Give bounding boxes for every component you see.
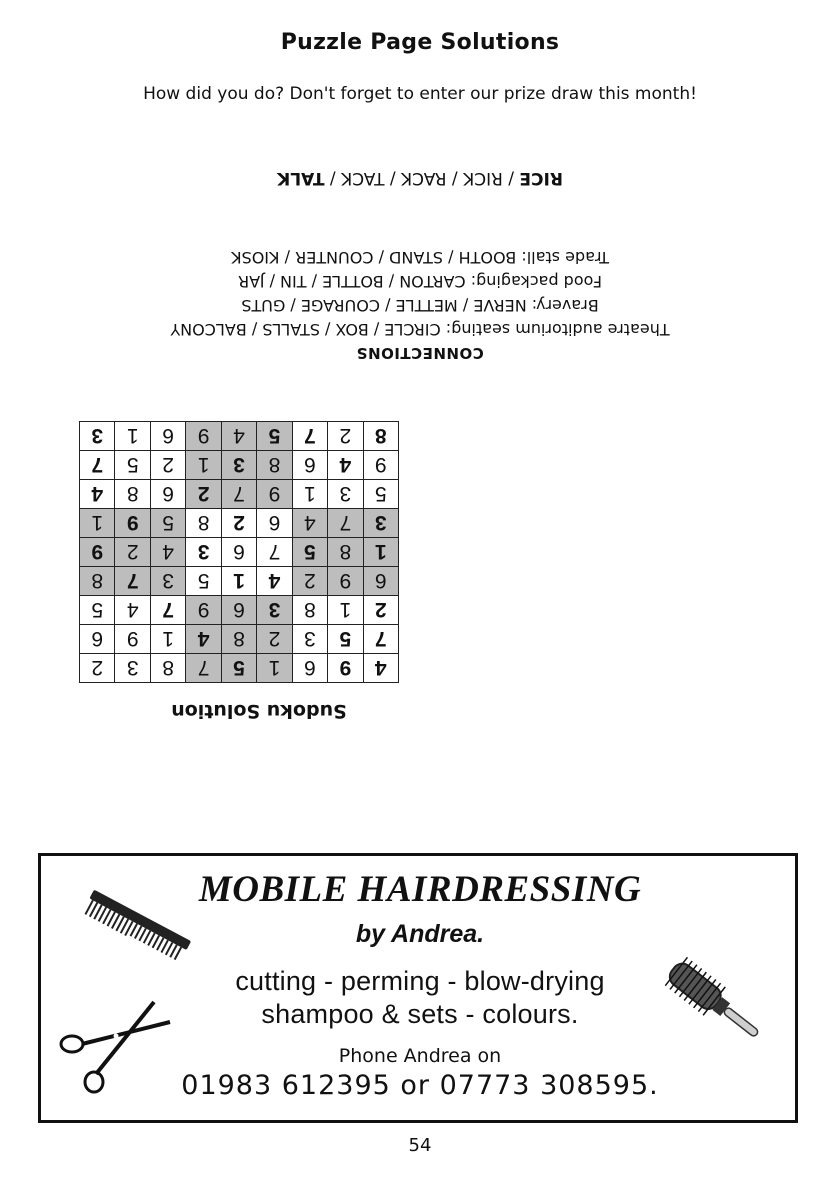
advert-title: MOBILE HAIRDRESSING xyxy=(198,869,642,910)
sudoku-cell: 6 xyxy=(150,480,185,509)
sudoku-cell: 6 xyxy=(80,625,116,654)
sudoku-row xyxy=(80,654,399,683)
sudoku-cell: 1 xyxy=(150,625,185,654)
sudoku-cell: 8 xyxy=(186,509,221,538)
sudoku-cell: 2 xyxy=(363,596,398,625)
sudoku-cell: 3 xyxy=(328,480,363,509)
advert-phone-label: Phone Andrea on xyxy=(338,1045,502,1067)
sudoku-cell: 3 xyxy=(292,625,327,654)
sudoku-cell: 7 xyxy=(80,451,116,480)
sudoku-cell: 5 xyxy=(115,451,150,480)
sudoku-cell: 5 xyxy=(186,567,221,596)
sudoku-cell: 3 xyxy=(363,509,398,538)
sudoku-cell: 4 xyxy=(221,422,256,451)
sudoku-cell: 7 xyxy=(115,567,150,596)
sudoku-cell: 9 xyxy=(186,422,221,451)
connections-solution xyxy=(100,240,740,365)
sudoku-cell: 4 xyxy=(186,625,221,654)
sudoku-cell: 5 xyxy=(328,625,363,654)
sudoku-cell: 9 xyxy=(328,567,363,596)
ladder-end-word: TALK xyxy=(277,168,325,188)
sudoku-cell: 7 xyxy=(257,538,292,567)
sudoku-cell: 6 xyxy=(292,451,327,480)
sudoku-row xyxy=(80,509,399,538)
sudoku-cell: 4 xyxy=(328,451,363,480)
sudoku-cell: 7 xyxy=(328,509,363,538)
sudoku-cell: 8 xyxy=(328,538,363,567)
advert-services-line-2: shampoo & sets - colours. xyxy=(261,999,579,1029)
sudoku-cell: 8 xyxy=(150,654,185,683)
sudoku-cell: 9 xyxy=(363,451,398,480)
sudoku-cell: 6 xyxy=(257,509,292,538)
sudoku-cell: 8 xyxy=(292,596,327,625)
sudoku-cell: 5 xyxy=(80,596,116,625)
ladder-start-word: RICE xyxy=(519,168,563,188)
page-number: 54 xyxy=(408,1135,432,1156)
sudoku-cell: 3 xyxy=(221,451,256,480)
ladder-step-3: TACK xyxy=(341,168,385,188)
sudoku-table xyxy=(79,421,399,683)
sudoku-cell: 8 xyxy=(221,625,256,654)
sudoku-cell: 7 xyxy=(186,654,221,683)
sudoku-cell: 9 xyxy=(328,654,363,683)
connections-item: Trade stall: BOOTH / STAND / COUNTER / KIOSK xyxy=(231,248,609,267)
sudoku-cell: 1 xyxy=(221,567,256,596)
sudoku-grid xyxy=(79,421,399,683)
sudoku-cell: 9 xyxy=(186,596,221,625)
sudoku-cell: 8 xyxy=(115,480,150,509)
page-subtitle: How did you do? Don't forget to enter our prize draw this month! xyxy=(143,84,697,104)
sudoku-cell: 3 xyxy=(115,654,150,683)
sudoku-cell: 5 xyxy=(150,509,185,538)
word-ladder-solution: RICE / RICK / RACK / TACK / TALK xyxy=(277,168,563,188)
sudoku-row xyxy=(80,596,399,625)
sudoku-cell: 2 xyxy=(150,451,185,480)
sudoku-cell: 9 xyxy=(257,480,292,509)
sudoku-cell: 7 xyxy=(363,625,398,654)
sudoku-cell: 1 xyxy=(363,538,398,567)
sudoku-cell: 8 xyxy=(80,567,116,596)
sudoku-cell: 9 xyxy=(115,509,150,538)
sudoku-cell: 2 xyxy=(186,480,221,509)
sudoku-cell: 4 xyxy=(150,538,185,567)
sudoku-cell: 1 xyxy=(115,422,150,451)
sudoku-row xyxy=(80,625,399,654)
sudoku-cell: 1 xyxy=(80,509,116,538)
sudoku-cell: 3 xyxy=(186,538,221,567)
sudoku-cell: 5 xyxy=(292,538,327,567)
advert-byline: by Andrea. xyxy=(355,920,485,948)
sudoku-cell: 5 xyxy=(363,480,398,509)
sudoku-row xyxy=(80,480,399,509)
sudoku-cell: 1 xyxy=(186,451,221,480)
sudoku-cell: 2 xyxy=(80,654,116,683)
sudoku-cell: 3 xyxy=(257,596,292,625)
sudoku-cell: 5 xyxy=(221,654,256,683)
advert-phone-numbers: 01983 612395 or 07773 308595. xyxy=(181,1070,659,1101)
sudoku-cell: 7 xyxy=(292,422,327,451)
sudoku-cell: 3 xyxy=(150,567,185,596)
sudoku-cell: 1 xyxy=(328,596,363,625)
sudoku-cell: 6 xyxy=(150,422,185,451)
sudoku-cell: 6 xyxy=(363,567,398,596)
sudoku-cell: 2 xyxy=(115,538,150,567)
sudoku-cell: 9 xyxy=(115,625,150,654)
sudoku-row xyxy=(80,538,399,567)
sudoku-cell: 9 xyxy=(80,538,116,567)
sudoku-cell: 6 xyxy=(221,538,256,567)
connections-item: Food packaging: CARTON / BOTTLE / TIN / JAR xyxy=(238,272,603,291)
sudoku-cell: 3 xyxy=(80,422,116,451)
sudoku-cell: 2 xyxy=(292,567,327,596)
sudoku-cell: 5 xyxy=(257,422,292,451)
sudoku-cell: 2 xyxy=(257,625,292,654)
sudoku-cell: 6 xyxy=(292,654,327,683)
advert-services-line-1: cutting - perming - blow-drying xyxy=(235,966,605,996)
connections-heading: CONNECTIONS xyxy=(356,344,484,362)
sudoku-row xyxy=(80,422,399,451)
sudoku-cell: 7 xyxy=(150,596,185,625)
page-title: Puzzle Page Solutions xyxy=(280,30,560,55)
sudoku-cell: 4 xyxy=(80,480,116,509)
connections-item: Bravery: NERVE / METTLE / COURAGE / GUTS xyxy=(241,296,599,315)
sudoku-row xyxy=(80,451,399,480)
sudoku-cell: 8 xyxy=(257,451,292,480)
sudoku-cell: 4 xyxy=(115,596,150,625)
sudoku-cell: 7 xyxy=(221,480,256,509)
sudoku-cell: 2 xyxy=(221,509,256,538)
sudoku-cell: 1 xyxy=(257,654,292,683)
sudoku-caption: Sudoku Solution xyxy=(171,700,347,722)
ladder-step-1: RICK xyxy=(463,168,503,188)
sudoku-cell: 4 xyxy=(292,509,327,538)
sudoku-cell: 6 xyxy=(221,596,256,625)
sudoku-cell: 8 xyxy=(363,422,398,451)
sudoku-row xyxy=(80,567,399,596)
sudoku-cell: 1 xyxy=(292,480,327,509)
connections-item: Theatre auditorium seating: CIRCLE / BOX / STALLS / BALCONY xyxy=(170,320,670,339)
sudoku-cell: 2 xyxy=(328,422,363,451)
sudoku-cell: 4 xyxy=(363,654,398,683)
ladder-step-2: RACK xyxy=(401,168,447,188)
sudoku-cell: 4 xyxy=(257,567,292,596)
